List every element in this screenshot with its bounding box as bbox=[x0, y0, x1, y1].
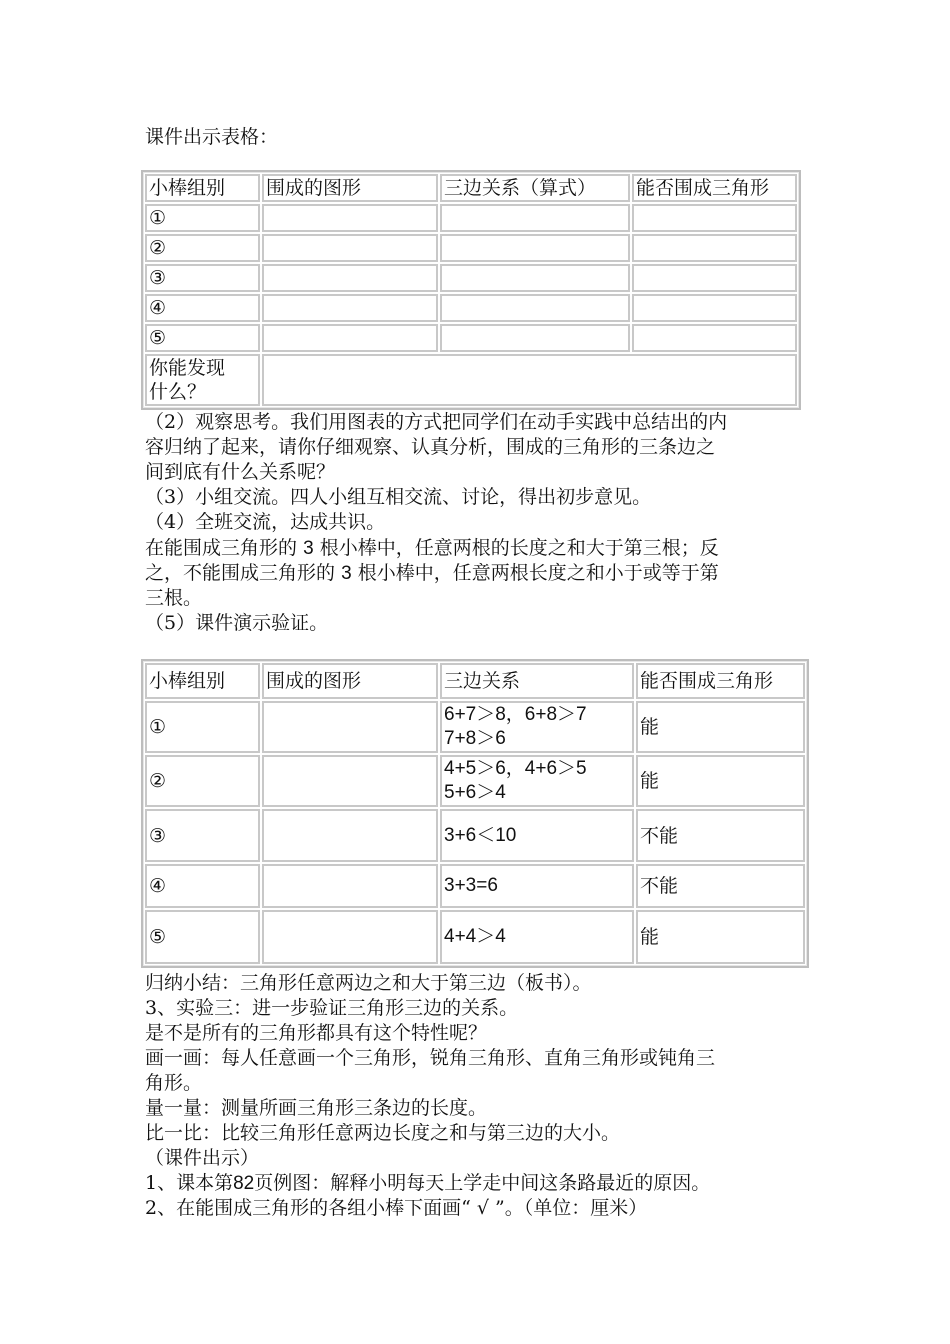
table-header-cell: 三边关系（算式） bbox=[440, 174, 630, 202]
empty-cell bbox=[262, 294, 438, 322]
table-row bbox=[145, 324, 797, 352]
discover-label: 你能发现 什么？ bbox=[145, 354, 260, 406]
compare-instruction: 比一比：比较三角形任意两边长度之和与第三边的大小。 bbox=[145, 1122, 621, 1144]
para-observe-l2: 容归纳了起来，请你仔细观察、认真分析，围成的三角形的三条边之 bbox=[145, 436, 716, 458]
table-row bbox=[145, 864, 805, 908]
empty-cell bbox=[632, 294, 797, 322]
table-row bbox=[145, 234, 797, 262]
empty-cell bbox=[440, 324, 630, 352]
empty-cell bbox=[262, 864, 438, 908]
para-observe-l1: （2）观察思考。我们用图表的方式把同学们在动手实践中总结出的内 bbox=[145, 411, 728, 433]
conclusion-l3: 三根。 bbox=[145, 587, 203, 609]
can-form-triangle: 能 bbox=[636, 701, 805, 753]
empty-cell bbox=[262, 910, 438, 964]
group-number: ③ bbox=[145, 264, 260, 292]
side-relation: 6+7＞8，6+8＞7 7+8＞6 bbox=[440, 701, 634, 753]
empty-cell bbox=[262, 701, 438, 753]
table-header-cell: 三边关系 bbox=[440, 663, 634, 699]
para-demo: （5）课件演示验证。 bbox=[145, 612, 329, 634]
empty-cell bbox=[262, 324, 438, 352]
table-header-cell: 围成的图形 bbox=[262, 663, 438, 699]
can-form-triangle: 不能 bbox=[636, 864, 805, 908]
table-row bbox=[145, 809, 805, 862]
empty-cell bbox=[262, 755, 438, 807]
group-number: ④ bbox=[145, 864, 260, 908]
intro-text: 课件出示表格： bbox=[145, 126, 279, 148]
group-number: ⑤ bbox=[145, 324, 260, 352]
table-header-row bbox=[145, 663, 805, 699]
empty-cell bbox=[262, 264, 438, 292]
table-row bbox=[145, 910, 805, 964]
side-relation: 3+6＜10 bbox=[440, 809, 634, 862]
draw-instruction-l2: 角形。 bbox=[145, 1072, 203, 1094]
table-header-row bbox=[145, 174, 797, 202]
group-number: ③ bbox=[145, 809, 260, 862]
table-row bbox=[145, 264, 797, 292]
group-number: ⑤ bbox=[145, 910, 260, 964]
question-text: 是不是所有的三角形都具有这个特性呢？ bbox=[145, 1022, 488, 1044]
group-number: ① bbox=[145, 701, 260, 753]
empty-cell bbox=[632, 264, 797, 292]
side-relation: 4+5＞6，4+6＞5 5+6＞4 bbox=[440, 755, 634, 807]
empty-cell bbox=[440, 204, 630, 232]
conclusion-l1: 在能围成三角形的 3 根小棒中，任意两根的长度之和大于第三根；反 bbox=[145, 537, 719, 559]
para-class-exchange: （4）全班交流，达成共识。 bbox=[145, 511, 386, 533]
table-row bbox=[145, 204, 797, 232]
table-header-cell: 小棒组别 bbox=[145, 174, 260, 202]
empty-cell bbox=[262, 809, 438, 862]
para-group-exchange: （3）小组交流。四人小组互相交流、讨论，得出初步意见。 bbox=[145, 486, 652, 508]
draw-instruction-l1: 画一画：每人任意画一个三角形，锐角三角形、直角三角形或钝角三 bbox=[145, 1047, 716, 1069]
empty-cell bbox=[632, 324, 797, 352]
table-row bbox=[145, 354, 797, 406]
group-number: ② bbox=[145, 755, 260, 807]
summary-text: 归纳小结：三角形任意两边之和大于第三边（板书）。 bbox=[145, 972, 592, 994]
exercise-one: 1、课本第82页例图：解释小明每天上学走中间这条路最近的原因。 bbox=[145, 1172, 711, 1194]
table-row bbox=[145, 755, 805, 807]
table-row bbox=[145, 294, 797, 322]
blank-observation-table bbox=[141, 170, 801, 410]
empty-cell bbox=[262, 234, 438, 262]
empty-cell bbox=[440, 264, 630, 292]
empty-cell bbox=[262, 204, 438, 232]
group-number: ④ bbox=[145, 294, 260, 322]
side-relation: 3+3=6 bbox=[440, 864, 634, 908]
exercise-two: 2、在能围成三角形的各组小棒下面画“ √ ”。（单位：厘米） bbox=[145, 1197, 648, 1219]
group-number: ② bbox=[145, 234, 260, 262]
measure-instruction: 量一量：测量所画三角形三条边的长度。 bbox=[145, 1097, 488, 1119]
empty-cell bbox=[440, 234, 630, 262]
can-form-triangle: 能 bbox=[636, 910, 805, 964]
courseware-note: （课件出示） bbox=[145, 1147, 260, 1169]
table-row bbox=[145, 701, 805, 753]
group-number: ① bbox=[145, 204, 260, 232]
empty-cell bbox=[632, 234, 797, 262]
table-header-cell: 能否围成三角形 bbox=[636, 663, 805, 699]
empty-cell bbox=[440, 294, 630, 322]
table-header-cell: 小棒组别 bbox=[145, 663, 260, 699]
verification-table bbox=[141, 659, 809, 968]
para-observe-l3: 间到底有什么关系呢？ bbox=[145, 461, 336, 483]
side-relation: 4+4＞4 bbox=[440, 910, 634, 964]
table-header-cell: 能否围成三角形 bbox=[632, 174, 797, 202]
conclusion-l2: 之，不能围成三角形的 3 根小棒中，任意两根长度之和小于或等于第 bbox=[145, 562, 719, 584]
can-form-triangle: 不能 bbox=[636, 809, 805, 862]
empty-cell bbox=[262, 354, 797, 406]
can-form-triangle: 能 bbox=[636, 755, 805, 807]
empty-cell bbox=[632, 204, 797, 232]
experiment-three: 3、实验三：进一步验证三角形三边的关系。 bbox=[145, 997, 519, 1019]
table-header-cell: 围成的图形 bbox=[262, 174, 438, 202]
